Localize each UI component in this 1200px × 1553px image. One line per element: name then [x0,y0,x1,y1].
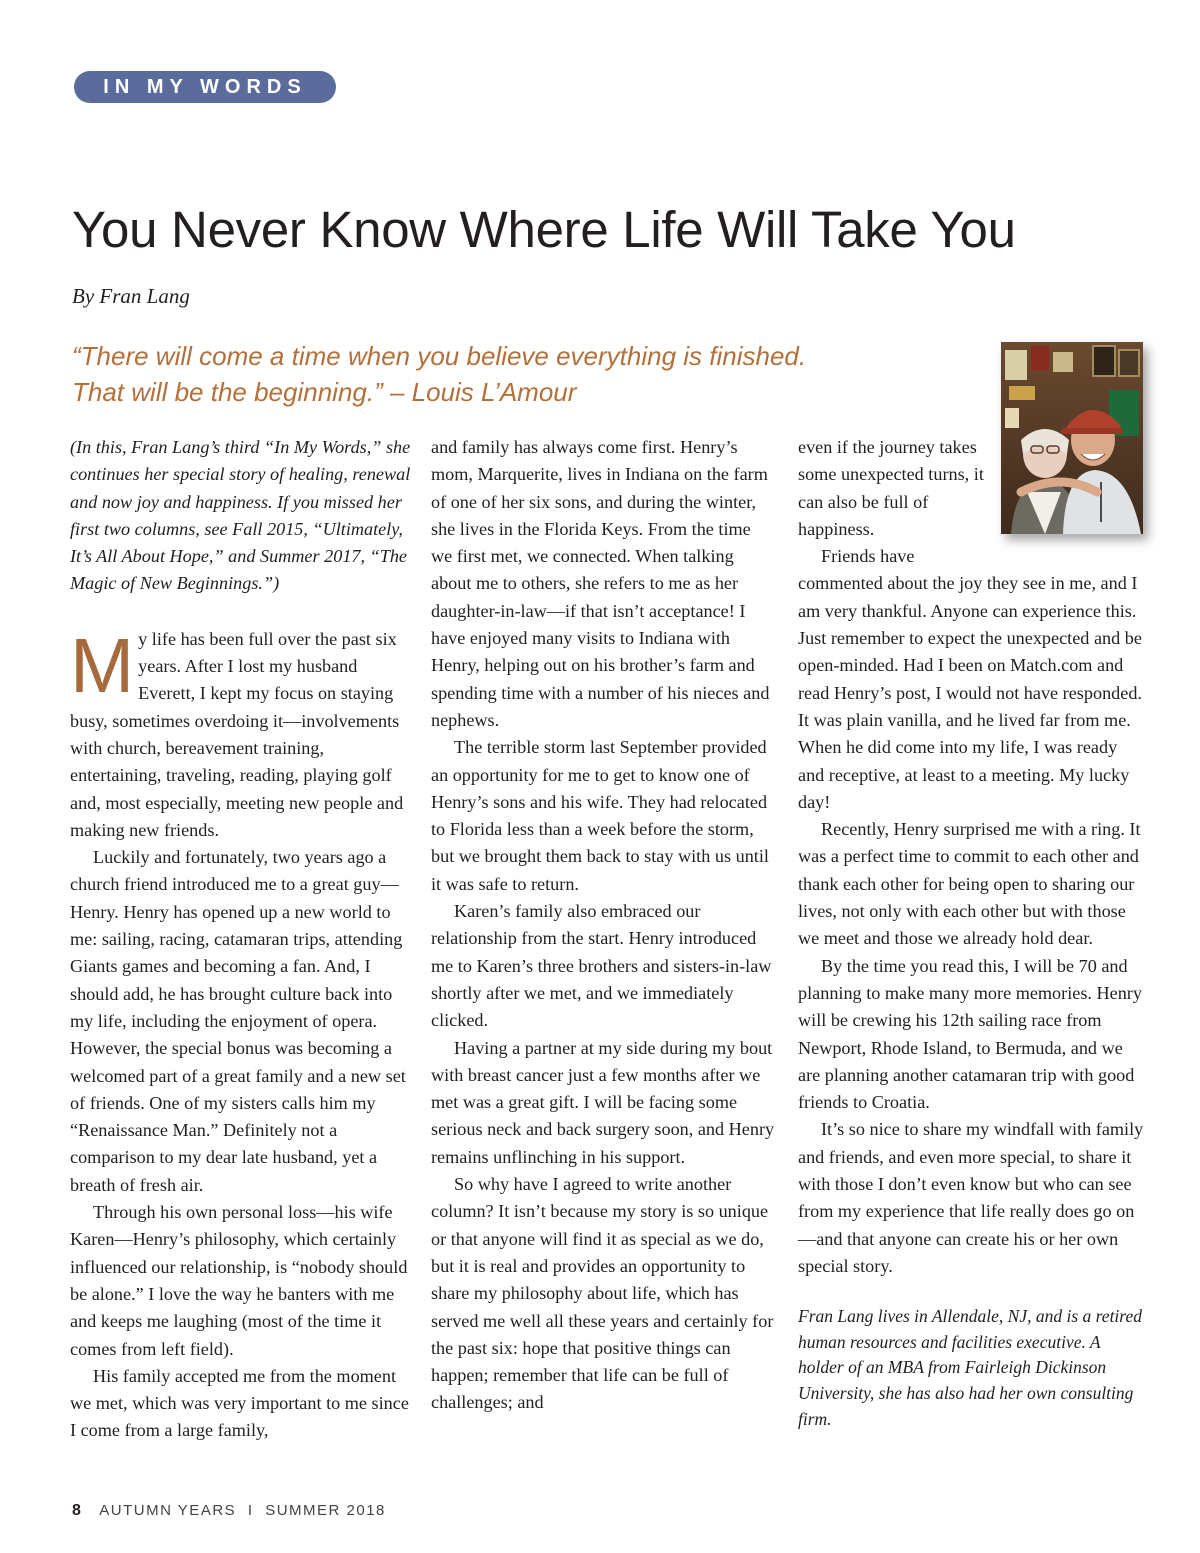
article-column-1 [70,434,411,1445]
article-column-3 [798,434,1146,1432]
paragraph-text: y life has been full over the past six years. After I lost my husband Everett, I kept my focus on staying busy, sometimes overdoing it—involvements with church, bereavement training, entertaining, traveling, reading, playing golf and, most especially, meeting new people and making new friends. [70,628,404,840]
pull-quote-line: “There will come a time when you believe everything is finished. [72,341,807,371]
publication-name: AUTUMN YEARS [99,1502,237,1519]
body-paragraph: Recently, Henry surprised me with a ring. It was a perfect time to commit to each other and thank each other for being open to sharing our lives, not only with each other but with those we meet and those we already hold dear. [798,819,1141,949]
photo-spacer [986,434,1146,544]
section-label: IN MY WORDS [74,71,336,103]
body-paragraph: By the time you read this, I will be 70 and planning to make many more memories. Henry will be crewing his 12th sailing race from Newport, Rhode Island, to Bermuda, and we are planning another catamaran trip with good friends to Croatia. [798,955,1142,1113]
intro-paragraph: (In this, Fran Lang’s third “In My Words,” she continues her special story of healing, renewal and now joy and happiness. If you missed her first two columns, see Fall 2015, “Ultimately, It’s All About Hope,” and Summer 2017, “The Magic of New Beginnings.”) [70,437,411,594]
body-paragraph: The terrible storm last September provided an opportunity for me to get to know one of Henry’s sons and his wife. They had relocated to Florida less than a week before the storm, but we brought them back to stay with us until it was safe to return. [431,737,769,894]
body-paragraph: So why have I agreed to write another column? It isn’t because my story is so unique or that anyone will find it as special as we do, but it is real and provides an opportunity to share my philosophy about life, which has served me well all these years and certainly for the past six: hope that positive things can happen; remember that life can be full of challenges; and [431,1174,774,1413]
body-paragraph: and family has always come first. Henry’s mom, Marquerite, lives in Indiana on the farm of one of her six sons, and during the winter, she lives in the Florida Keys. From the time we first met, we connected. When talking about me to others, she refers to me as her daughter-in-law—if that isn’t acceptance! I have enjoyed many visits to Indiana with Henry, helping out on his brother’s farm and spending time with a number of his nieces and nephews. [431,437,770,730]
body-paragraph [70,622,411,844]
drop-cap: M [70,622,135,709]
article-column-2 [431,434,776,1417]
body-paragraph: Friends have commented about the joy they see in me, and I am very thankful. Anyone can experience this. Just remember to expect the unexpected and be open-minded. Had I been on Match.com and read Henry’s post, I would not have responded. It was plain vanilla, and he lived far from me. When he did come into my life, I was ready and receptive, at least to a meeting. My lucky day! [798,546,1142,812]
pull-quote [72,338,972,410]
page-number: 8 [72,1502,83,1519]
body-paragraph: even if the journey takes some unexpected turns, it can also be full of happiness. [798,437,984,539]
article-title: You Never Know Where Life Will Take You [72,201,1016,258]
issue-date: SUMMER 2018 [265,1502,386,1519]
author-bio: Fran Lang lives in Allendale, NJ, and is a retired human resources and facilities executive. A holder of an MBA from Fairleigh Dickinson University, she has also had her own consulting firm. [798,1306,1142,1429]
body-paragraph: Through his own personal loss—his wife Karen—Henry’s philosophy, which certainly influenced our relationship, is “nobody should be alone.” I love the way he banters with me and keeps me laughing (most of the time it comes from left field). [70,1202,408,1359]
pull-quote-line: That will be the beginning.” – Louis L’Amour [72,377,577,407]
byline: By Fran Lang [72,284,190,308]
body-paragraph: His family accepted me from the moment we met, which was very important to me since I come from a large family, [70,1365,409,1441]
body-paragraph: Having a partner at my side during my bout with breast cancer just a few months after we met was a great gift. I will be facing some serious neck and back surgery soon, and Henry remains unflinching in his support. [431,1037,775,1167]
body-paragraph: It’s so nice to share my windfall with family and friends, and even more special, to share it with those I don’t even know but who can see from my experience that life really does go on—and that anyone can create his or her own special story. [798,1119,1144,1276]
body-paragraph: Luckily and fortunately, two years ago a church friend introduced me to a great guy—Henry. Henry has opened up a new world to me: sailing, racing, catamaran trips, attending Giants games and becoming a fan. And, I should add, he has brought culture back into my life, including the enjoyment of opera. However, the special bonus was becoming a welcomed part of a great family and a new set of friends. One of my sisters calls him my “Renaissance Man.” Definitely not a comparison to my dear late husband, yet a breath of fresh air. [70,847,406,1195]
body-paragraph: Karen’s family also embraced our relationship from the start. Henry introduced me to Karen’s three brothers and sisters-in-law shortly after we met, and we immediately clicked. [431,901,772,1031]
page-footer [72,1502,386,1520]
footer-separator: I [247,1502,254,1519]
